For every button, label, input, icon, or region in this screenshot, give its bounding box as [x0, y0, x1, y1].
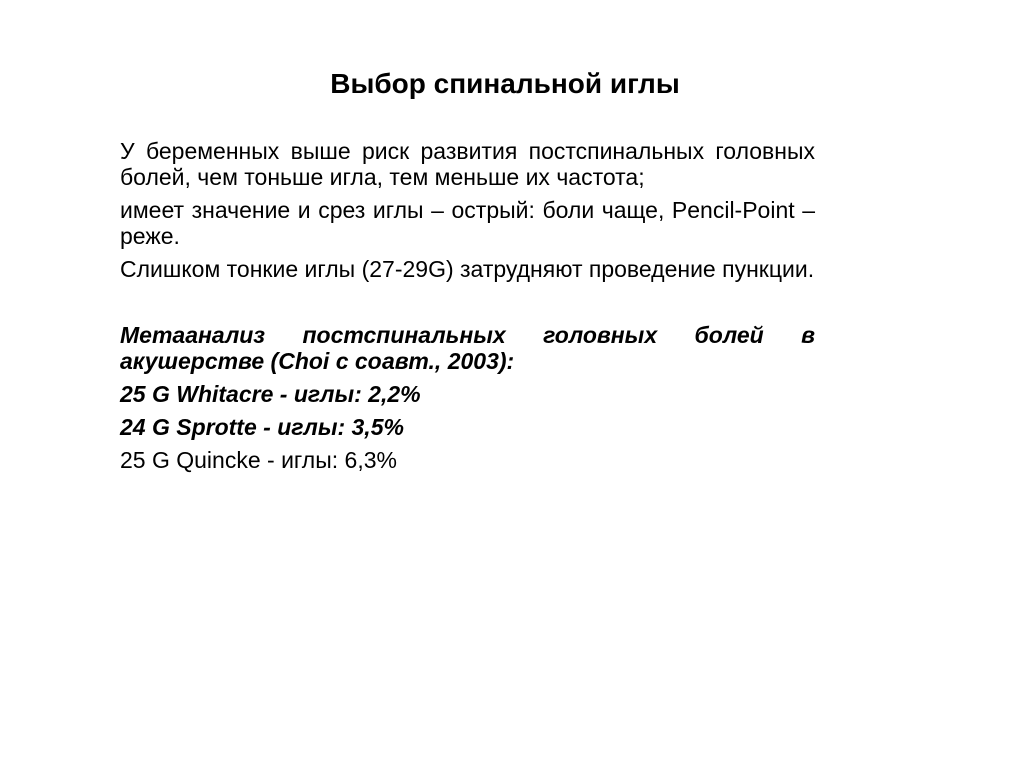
- paragraph-thin-needles: Слишком тонкие иглы (27-29G) затрудняют проведение пункции.: [120, 256, 815, 282]
- slide-title: Выбор спинальной иглы: [330, 68, 680, 99]
- paragraph-needle-bevel: имеет значение и срез иглы – острый: боли чаще, Pencil-Point – реже.: [120, 197, 815, 249]
- meta-analysis-heading: Метаанализ постспинальных головных болей в акушерстве (Choi с соавт., 2003):: [120, 322, 815, 374]
- result-sprotte: 24 G Sprotte - иглы: 3,5%: [120, 414, 404, 440]
- paragraph-headache-risk: У беременных выше риск развития постспинальных головных болей, чем тоньше игла, тем меньше их частота;: [120, 138, 815, 190]
- slide-content: [120, 138, 815, 473]
- result-quincke: 25 G Quincke - иглы: 6,3%: [120, 447, 397, 473]
- result-whitacre: 25 G Whitacre - иглы: 2,2%: [120, 381, 421, 407]
